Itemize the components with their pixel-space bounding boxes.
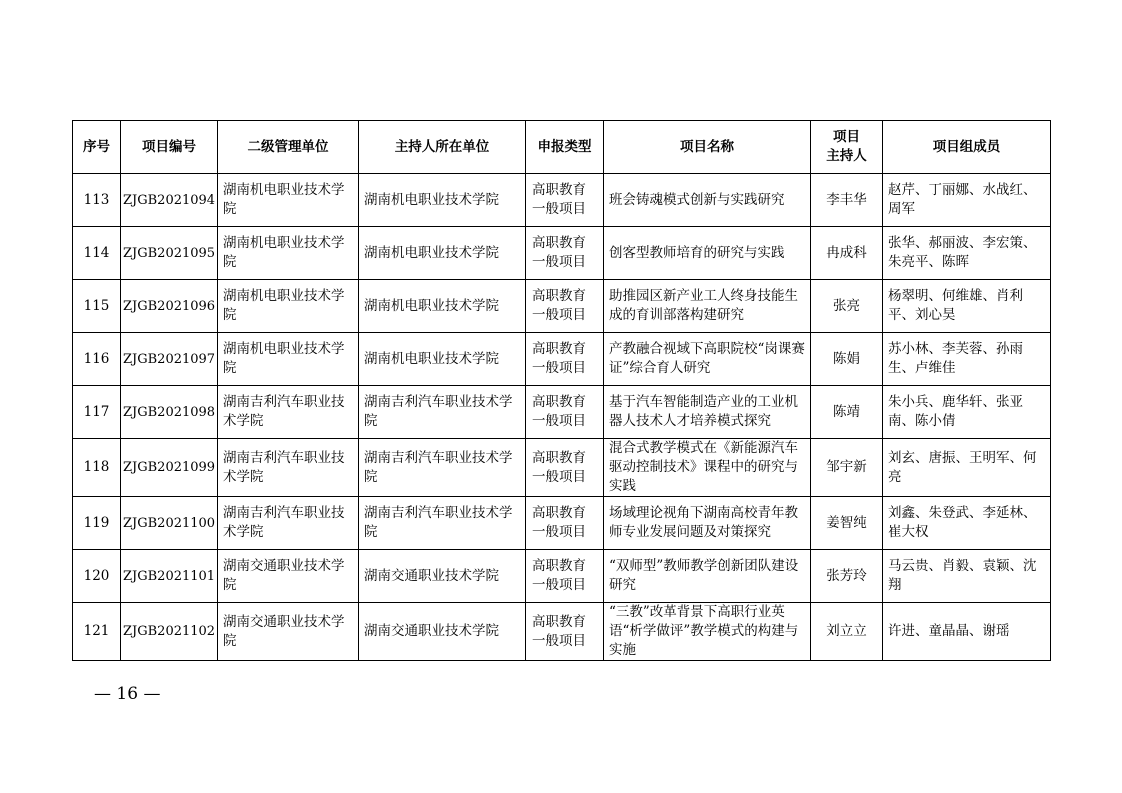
project-table bbox=[72, 120, 1051, 661]
cell-no: 114 bbox=[73, 227, 121, 280]
header-type: 申报类型 bbox=[526, 121, 604, 174]
table-header-row bbox=[73, 121, 1051, 174]
cell-code: ZJGB2021102 bbox=[121, 603, 218, 661]
cell-host-unit: 湖南吉利汽车职业技术学院 bbox=[359, 497, 526, 550]
table-row bbox=[73, 333, 1051, 386]
table-row bbox=[73, 386, 1051, 439]
cell-name: 场域理论视角下湖南高校青年教师专业发展问题及对策探究 bbox=[604, 497, 811, 550]
cell-host-unit: 湖南交通职业技术学院 bbox=[359, 603, 526, 661]
cell-code: ZJGB2021099 bbox=[121, 439, 218, 497]
cell-unit2: 湖南吉利汽车职业技术学院 bbox=[218, 439, 359, 497]
cell-name: 班会铸魂模式创新与实践研究 bbox=[604, 174, 811, 227]
cell-host-unit: 湖南吉利汽车职业技术学院 bbox=[359, 439, 526, 497]
cell-host: 陈靖 bbox=[811, 386, 883, 439]
cell-host-unit: 湖南机电职业技术学院 bbox=[359, 333, 526, 386]
cell-type: 高职教育一般项目 bbox=[526, 603, 604, 661]
page-number: — 16 — bbox=[94, 684, 161, 704]
cell-type: 高职教育一般项目 bbox=[526, 174, 604, 227]
cell-no: 119 bbox=[73, 497, 121, 550]
cell-type: 高职教育一般项目 bbox=[526, 550, 604, 603]
cell-host: 邹宇新 bbox=[811, 439, 883, 497]
cell-type: 高职教育一般项目 bbox=[526, 386, 604, 439]
cell-type: 高职教育一般项目 bbox=[526, 497, 604, 550]
cell-unit2: 湖南机电职业技术学院 bbox=[218, 227, 359, 280]
cell-unit2: 湖南交通职业技术学院 bbox=[218, 550, 359, 603]
table-row bbox=[73, 550, 1051, 603]
cell-code: ZJGB2021095 bbox=[121, 227, 218, 280]
cell-no: 115 bbox=[73, 280, 121, 333]
cell-no: 120 bbox=[73, 550, 121, 603]
cell-host: 张芳玲 bbox=[811, 550, 883, 603]
cell-unit2: 湖南机电职业技术学院 bbox=[218, 174, 359, 227]
cell-unit2: 湖南吉利汽车职业技术学院 bbox=[218, 386, 359, 439]
table-row bbox=[73, 603, 1051, 661]
cell-members: 苏小林、李芙蓉、孙雨生、卢维佳 bbox=[883, 333, 1051, 386]
cell-code: ZJGB2021101 bbox=[121, 550, 218, 603]
header-host-line2: 主持人 bbox=[826, 148, 867, 164]
cell-name: 产教融合视域下高职院校“岗课赛证”综合育人研究 bbox=[604, 333, 811, 386]
cell-name: “三教”改革背景下高职行业英语“析学做评”教学模式的构建与实施 bbox=[604, 603, 811, 661]
cell-type: 高职教育一般项目 bbox=[526, 439, 604, 497]
cell-name: 基于汽车智能制造产业的工业机器人技术人才培养模式探究 bbox=[604, 386, 811, 439]
cell-code: ZJGB2021097 bbox=[121, 333, 218, 386]
cell-host: 张亮 bbox=[811, 280, 883, 333]
cell-no: 116 bbox=[73, 333, 121, 386]
cell-host: 冉成科 bbox=[811, 227, 883, 280]
cell-host-unit: 湖南机电职业技术学院 bbox=[359, 280, 526, 333]
table-row bbox=[73, 497, 1051, 550]
header-code: 项目编号 bbox=[121, 121, 218, 174]
table-row bbox=[73, 227, 1051, 280]
header-unit2: 二级管理单位 bbox=[218, 121, 359, 174]
table-row bbox=[73, 280, 1051, 333]
cell-no: 121 bbox=[73, 603, 121, 661]
cell-members: 刘鑫、朱登武、李延林、崔大权 bbox=[883, 497, 1051, 550]
cell-host: 李丰华 bbox=[811, 174, 883, 227]
header-host-unit: 主持人所在单位 bbox=[359, 121, 526, 174]
cell-unit2: 湖南机电职业技术学院 bbox=[218, 280, 359, 333]
header-no: 序号 bbox=[73, 121, 121, 174]
cell-host-unit: 湖南机电职业技术学院 bbox=[359, 227, 526, 280]
cell-no: 118 bbox=[73, 439, 121, 497]
cell-members: 赵芹、丁丽娜、水战红、周军 bbox=[883, 174, 1051, 227]
cell-members: 马云贵、肖毅、袁颖、沈翔 bbox=[883, 550, 1051, 603]
cell-members: 刘玄、唐振、王明军、何亮 bbox=[883, 439, 1051, 497]
cell-unit2: 湖南机电职业技术学院 bbox=[218, 333, 359, 386]
cell-code: ZJGB2021100 bbox=[121, 497, 218, 550]
cell-host: 陈娟 bbox=[811, 333, 883, 386]
header-host bbox=[811, 121, 883, 174]
cell-members: 杨翠明、何维雄、肖利平、刘心昊 bbox=[883, 280, 1051, 333]
cell-members: 张华、郝丽波、李宏策、朱亮平、陈晖 bbox=[883, 227, 1051, 280]
header-name: 项目名称 bbox=[604, 121, 811, 174]
cell-name: 助推园区新产业工人终身技能生成的育训部落构建研究 bbox=[604, 280, 811, 333]
cell-code: ZJGB2021098 bbox=[121, 386, 218, 439]
cell-host: 姜智纯 bbox=[811, 497, 883, 550]
cell-name: 混合式教学模式在《新能源汽车驱动控制技术》课程中的研究与实践 bbox=[604, 439, 811, 497]
cell-type: 高职教育一般项目 bbox=[526, 333, 604, 386]
table-row bbox=[73, 439, 1051, 497]
cell-members: 朱小兵、鹿华轩、张亚南、陈小倩 bbox=[883, 386, 1051, 439]
table-body bbox=[73, 174, 1051, 661]
cell-code: ZJGB2021094 bbox=[121, 174, 218, 227]
cell-host-unit: 湖南机电职业技术学院 bbox=[359, 174, 526, 227]
cell-type: 高职教育一般项目 bbox=[526, 227, 604, 280]
table-row bbox=[73, 174, 1051, 227]
cell-no: 113 bbox=[73, 174, 121, 227]
cell-name: 创客型教师培育的研究与实践 bbox=[604, 227, 811, 280]
header-members: 项目组成员 bbox=[883, 121, 1051, 174]
cell-no: 117 bbox=[73, 386, 121, 439]
cell-type: 高职教育一般项目 bbox=[526, 280, 604, 333]
header-host-line1: 项目 bbox=[833, 129, 860, 145]
cell-name: “双师型”教师教学创新团队建设研究 bbox=[604, 550, 811, 603]
cell-code: ZJGB2021096 bbox=[121, 280, 218, 333]
cell-unit2: 湖南吉利汽车职业技术学院 bbox=[218, 497, 359, 550]
cell-unit2: 湖南交通职业技术学院 bbox=[218, 603, 359, 661]
cell-host-unit: 湖南吉利汽车职业技术学院 bbox=[359, 386, 526, 439]
cell-members: 许进、童晶晶、谢瑶 bbox=[883, 603, 1051, 661]
cell-host-unit: 湖南交通职业技术学院 bbox=[359, 550, 526, 603]
cell-host: 刘立立 bbox=[811, 603, 883, 661]
